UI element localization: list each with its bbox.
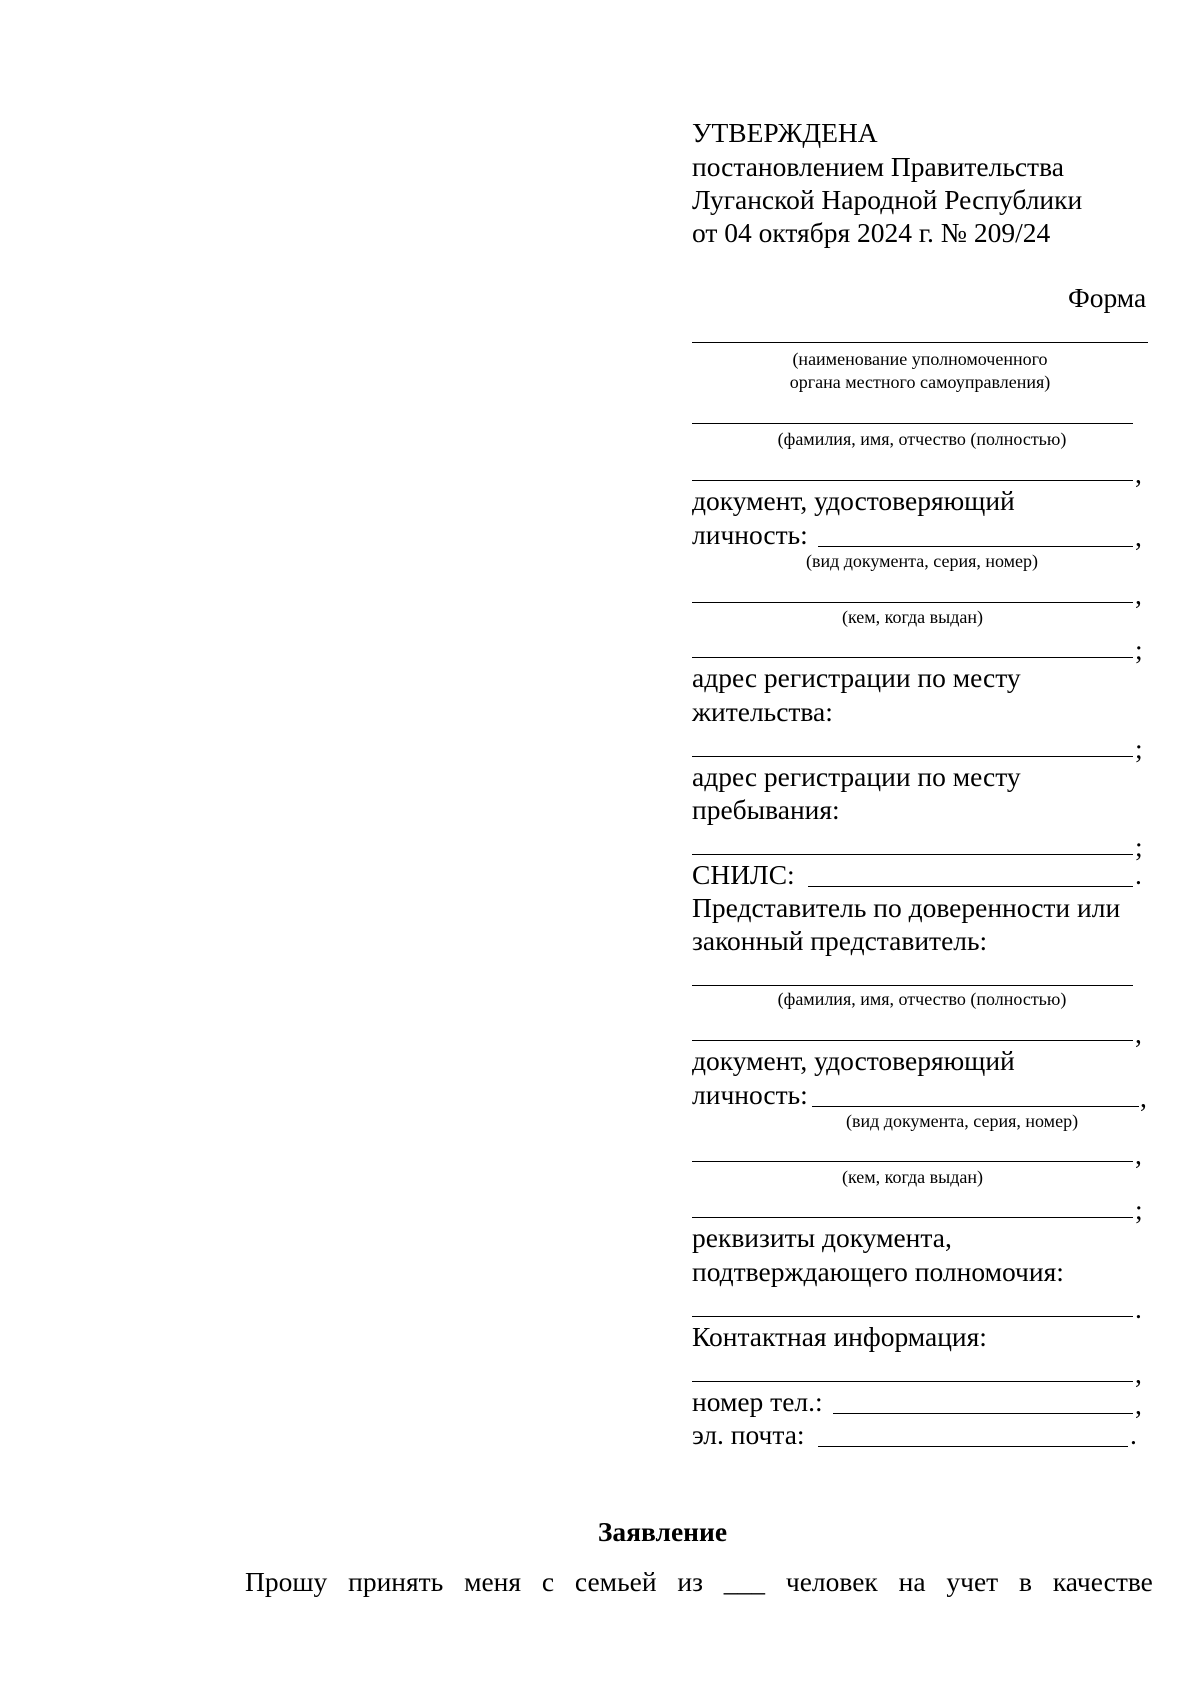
applicant-fio-hint: (фамилия, имя, отчество (полностью) [777,429,1067,449]
statement-word: на [898,1566,926,1597]
applicant-id-doc-hint: (вид документа, серия, номер) [805,551,1039,571]
comma: , [1135,458,1142,489]
representative-id-doc-line [812,1106,1139,1107]
reg-stay-line [692,854,1133,855]
applicant-issued-hint: (кем, когда выдан) [841,607,983,627]
statement-word: меня [464,1566,522,1597]
reg-residence-label-2: жительства: [692,696,833,727]
snils-label: СНИЛС: [692,859,795,890]
semicolon: ; [1135,634,1143,665]
applicant-issued-line [692,602,1133,603]
comma: , [1135,1139,1142,1170]
approval-line-3: Луганской Народной Республики [692,184,1083,215]
statement-word: из [677,1566,703,1597]
family-count-blank: ___ [723,1566,766,1597]
representative-id-doc-hint: (вид документа, серия, номер) [846,1111,1079,1131]
email-label: эл. почта: [692,1419,805,1450]
statement-text [245,1565,1153,1599]
period: . [1135,859,1142,890]
statement-word: учет [946,1566,999,1597]
applicant-fio-line-2 [692,480,1133,481]
representative-fio-line [692,985,1133,986]
representative-issued-hint: (кем, когда выдан) [841,1167,983,1187]
comma: , [1135,579,1142,610]
applicant-id-doc-line [818,546,1133,547]
approval-line-2: постановлением Правительства [692,151,1064,182]
representative-fio-hint: (фамилия, имя, отчество (полностью) [777,989,1067,1009]
form-label: Форма [1068,282,1147,313]
comma: , [1135,1358,1142,1389]
reg-residence-line [692,756,1133,757]
statement-word: в [1019,1566,1033,1597]
contacts-line [692,1381,1133,1382]
statement-word: принять [348,1566,444,1597]
semicolon: ; [1135,831,1143,862]
representative-heading-1: Представитель по доверенности или [692,892,1121,923]
applicant-id-doc-label-1: документ, удостоверяющий [692,485,1015,516]
authority-doc-label-2: подтверждающего полномочия: [692,1256,1064,1287]
applicant-fio-line [692,423,1133,424]
phone-line [833,1413,1133,1414]
authority-name-line [692,342,1148,343]
authority-doc-label-1: реквизиты документа, [692,1222,952,1253]
approval-line-4: от 04 октября 2024 г. № 209/24 [692,217,1051,248]
representative-heading-2: законный представитель: [692,925,988,956]
snils-line [808,886,1133,887]
authority-doc-line [692,1316,1133,1317]
comma: , [1135,521,1142,552]
representative-id-doc-label-1: документ, удостоверяющий [692,1045,1015,1076]
reg-stay-label-2: пребывания: [692,794,840,825]
approval-title: УТВЕРЖДЕНА [692,117,878,148]
representative-id-doc-label-2: личность: [692,1079,808,1110]
semicolon: ; [1135,733,1143,764]
representative-issued-line [692,1161,1133,1162]
representative-issued-line-2 [692,1217,1133,1218]
statement-title: Заявление [597,1516,728,1547]
applicant-issued-line-2 [692,657,1133,658]
statement-word: Прошу [245,1566,328,1597]
statement-word: с [541,1566,555,1597]
phone-label: номер тел.: [692,1386,823,1417]
semicolon: ; [1135,1194,1143,1225]
statement-word: человек [785,1566,878,1597]
period: . [1130,1419,1137,1450]
authority-hint-2: органа местного самоуправления) [789,372,1051,392]
reg-stay-label-1: адрес регистрации по месту [692,761,1021,792]
comma: , [1135,1389,1142,1420]
authority-hint-1: (наименование уполномоченного [792,349,1048,369]
comma: , [1135,1018,1142,1049]
reg-residence-label-1: адрес регистрации по месту [692,662,1021,693]
comma: , [1140,1082,1147,1113]
representative-fio-line-2 [692,1040,1133,1041]
applicant-id-doc-label-2: личность: [692,519,808,550]
statement-word: качестве [1052,1566,1153,1597]
statement-word: семьей [574,1566,657,1597]
contacts-heading: Контактная информация: [692,1321,987,1352]
email-line [818,1446,1128,1447]
period: . [1135,1293,1142,1324]
